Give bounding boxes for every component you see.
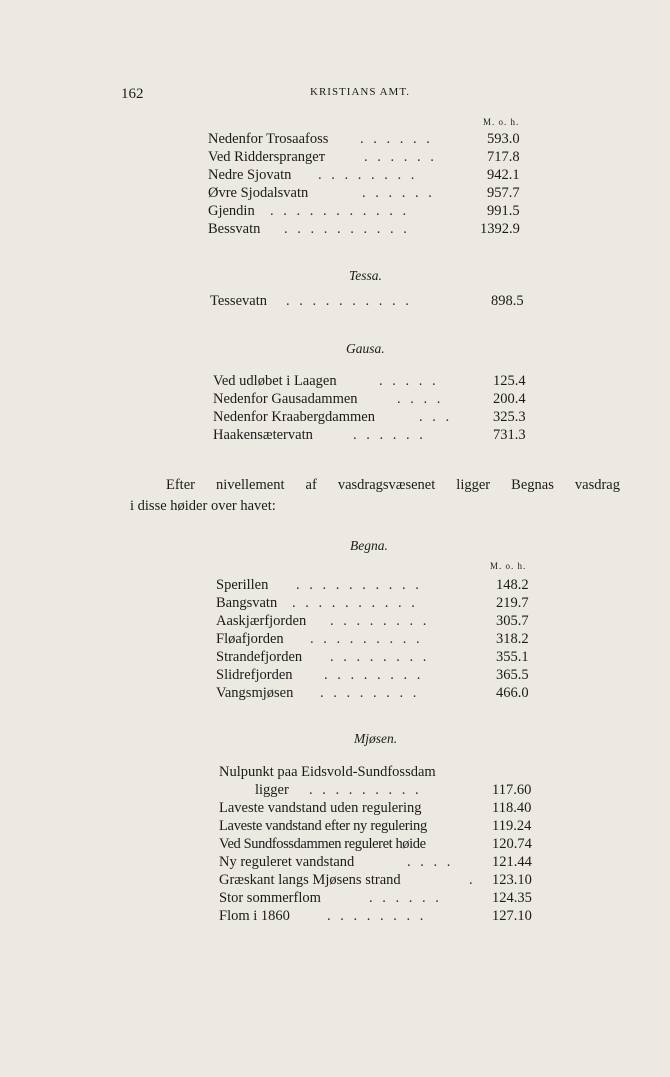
table-row (216, 648, 536, 666)
leader-dots: . . . . . . (369, 890, 442, 906)
table-row (219, 871, 549, 889)
section-heading-gausa: Gausa. (346, 341, 385, 356)
table-row (219, 799, 549, 817)
row-value: 125.4 (493, 373, 526, 389)
row-value: 117.60 (492, 782, 532, 798)
row-name: Haakensætervatn (213, 427, 313, 443)
row-name: Stor sommerflom (219, 890, 321, 906)
row-value: 717.8 (487, 149, 520, 165)
leader-dots: . . . . . (379, 373, 439, 389)
row-name: Vangsmjøsen (216, 685, 294, 701)
row-name: Græskant langs Mjøsens strand (219, 872, 401, 888)
page-number: 162 (121, 86, 144, 102)
leader-dots: . . . . . . . . . . . (270, 203, 410, 219)
table-row (213, 390, 533, 408)
row-name: ligger (255, 782, 289, 798)
row-value: 942.1 (487, 167, 520, 183)
row-name: Sperillen (216, 577, 269, 593)
row-name: Gjendin (208, 203, 255, 219)
leader-dots: . . . . . . . . . (310, 631, 423, 647)
paragraph-line-1: Efter nivellement af vasdragsvæsenet ligger Begnas vasdrag (166, 477, 620, 493)
table-row (208, 166, 528, 184)
leader-dots: . . . . . . . . (330, 613, 430, 629)
leader-dots: . . . . . . (364, 149, 437, 165)
row-value: 119.24 (492, 818, 532, 834)
row-value: 355.1 (496, 649, 529, 665)
table-row (210, 292, 530, 310)
row-value: 305.7 (496, 613, 529, 629)
row-value: 325.3 (493, 409, 526, 425)
leader-dots: . . . . . . . . (330, 649, 430, 665)
table-row (208, 148, 528, 166)
unit-header: M. o. h. (490, 561, 527, 571)
table-row (216, 594, 536, 612)
row-name: Bangsvatn (216, 595, 278, 611)
leader-dots: . . . . . . . . . . (286, 293, 412, 309)
table-row (213, 408, 533, 426)
leader-dots: . . . . . . . . (324, 667, 424, 683)
table-row (208, 184, 528, 202)
table-row (219, 907, 549, 925)
leader-dots: . . . . . . . . (327, 908, 427, 924)
row-name: Slidrefjorden (216, 667, 293, 683)
leader-dots: . . . . . . . . . (309, 782, 422, 798)
row-value: 127.10 (492, 908, 532, 924)
table-row (255, 781, 549, 799)
row-name: Ved Sundfossdammen reguleret høide (219, 836, 426, 852)
row-value: 124.35 (492, 890, 532, 906)
row-name: Øvre Sjodalsvatn (208, 185, 309, 201)
leader-dots: . . . . . . . . (318, 167, 418, 183)
table-row (219, 763, 549, 781)
table-row (219, 817, 549, 835)
table-row (219, 889, 549, 907)
row-value: 365.5 (496, 667, 529, 683)
leader-dots: . (469, 872, 476, 888)
row-value: 120.74 (492, 836, 532, 852)
row-name: Laveste vandstand efter ny regulering (219, 818, 427, 834)
row-value: 593.0 (487, 131, 520, 147)
table-row (216, 684, 536, 702)
row-name: Nedre Sjovatn (208, 167, 292, 183)
row-value: 219.7 (496, 595, 529, 611)
table-row (219, 853, 549, 871)
paragraph-line-2: i disse høider over havet: (130, 498, 276, 514)
section-heading-tessa: Tessa. (349, 268, 382, 283)
row-name: Bessvatn (208, 221, 261, 237)
table-row (208, 130, 528, 148)
table-row (216, 612, 536, 630)
row-name: Flom i 1860 (219, 908, 290, 924)
leader-dots: . . . (419, 409, 453, 425)
section-heading-begna: Begna. (350, 538, 388, 553)
leader-dots: . . . . (397, 391, 444, 407)
leader-dots: . . . . . . . . . . (284, 221, 410, 237)
leader-dots: . . . . . . (362, 185, 435, 201)
leader-dots: . . . . . . . . (320, 685, 420, 701)
table-row (208, 220, 538, 238)
row-name: Nedenfor Kraabergdammen (213, 409, 375, 425)
row-value: 1392.9 (480, 221, 520, 237)
row-name: Ved Riddersprangет (208, 149, 326, 165)
row-name: Aaskjærfjorden (216, 613, 307, 629)
table-row (213, 426, 533, 444)
row-value: 121.44 (492, 854, 532, 870)
row-name: Fløafjorden (216, 631, 284, 647)
leader-dots: . . . . (407, 854, 454, 870)
table-row (213, 372, 533, 390)
row-name: Ny reguleret vandstand (219, 854, 355, 870)
row-value: 731.3 (493, 427, 526, 443)
row-name: Nedenfor Trosaafoss (208, 131, 329, 147)
row-name: Strandefjorden (216, 649, 303, 665)
running-head: KRISTIANS AMT. (310, 86, 410, 98)
table-row (216, 666, 536, 684)
row-value: 200.4 (493, 391, 526, 407)
row-value: 466.0 (496, 685, 529, 701)
row-value: 118.40 (492, 800, 532, 816)
table-row (216, 630, 536, 648)
row-value: 898.5 (491, 293, 524, 309)
row-value: 957.7 (487, 185, 520, 201)
table-row (216, 576, 536, 594)
table-row (208, 202, 528, 220)
section-heading-mjosen: Mjøsen. (354, 731, 398, 746)
unit-header: M. o. h. (483, 117, 520, 127)
row-value: 148.2 (496, 577, 529, 593)
leader-dots: . . . . . . (360, 131, 433, 147)
leader-dots: . . . . . . (353, 427, 426, 443)
row-name: Laveste vandstand uden regulering (219, 800, 422, 816)
table-row (219, 835, 549, 853)
row-value: 318.2 (496, 631, 529, 647)
leader-dots: . . . . . . . . . . (292, 595, 418, 611)
row-value: 991.5 (487, 203, 520, 219)
row-name: Tessevatn (210, 293, 267, 309)
row-name: Nulpunkt paa Eidsvold-Sundfossdam (219, 764, 436, 780)
row-name: Nedenfor Gausadammen (213, 391, 358, 407)
leader-dots: . . . . . . . . . . (296, 577, 422, 593)
row-value: 123.10 (492, 872, 532, 888)
row-name: Ved udløbet i Laagen (213, 373, 337, 389)
